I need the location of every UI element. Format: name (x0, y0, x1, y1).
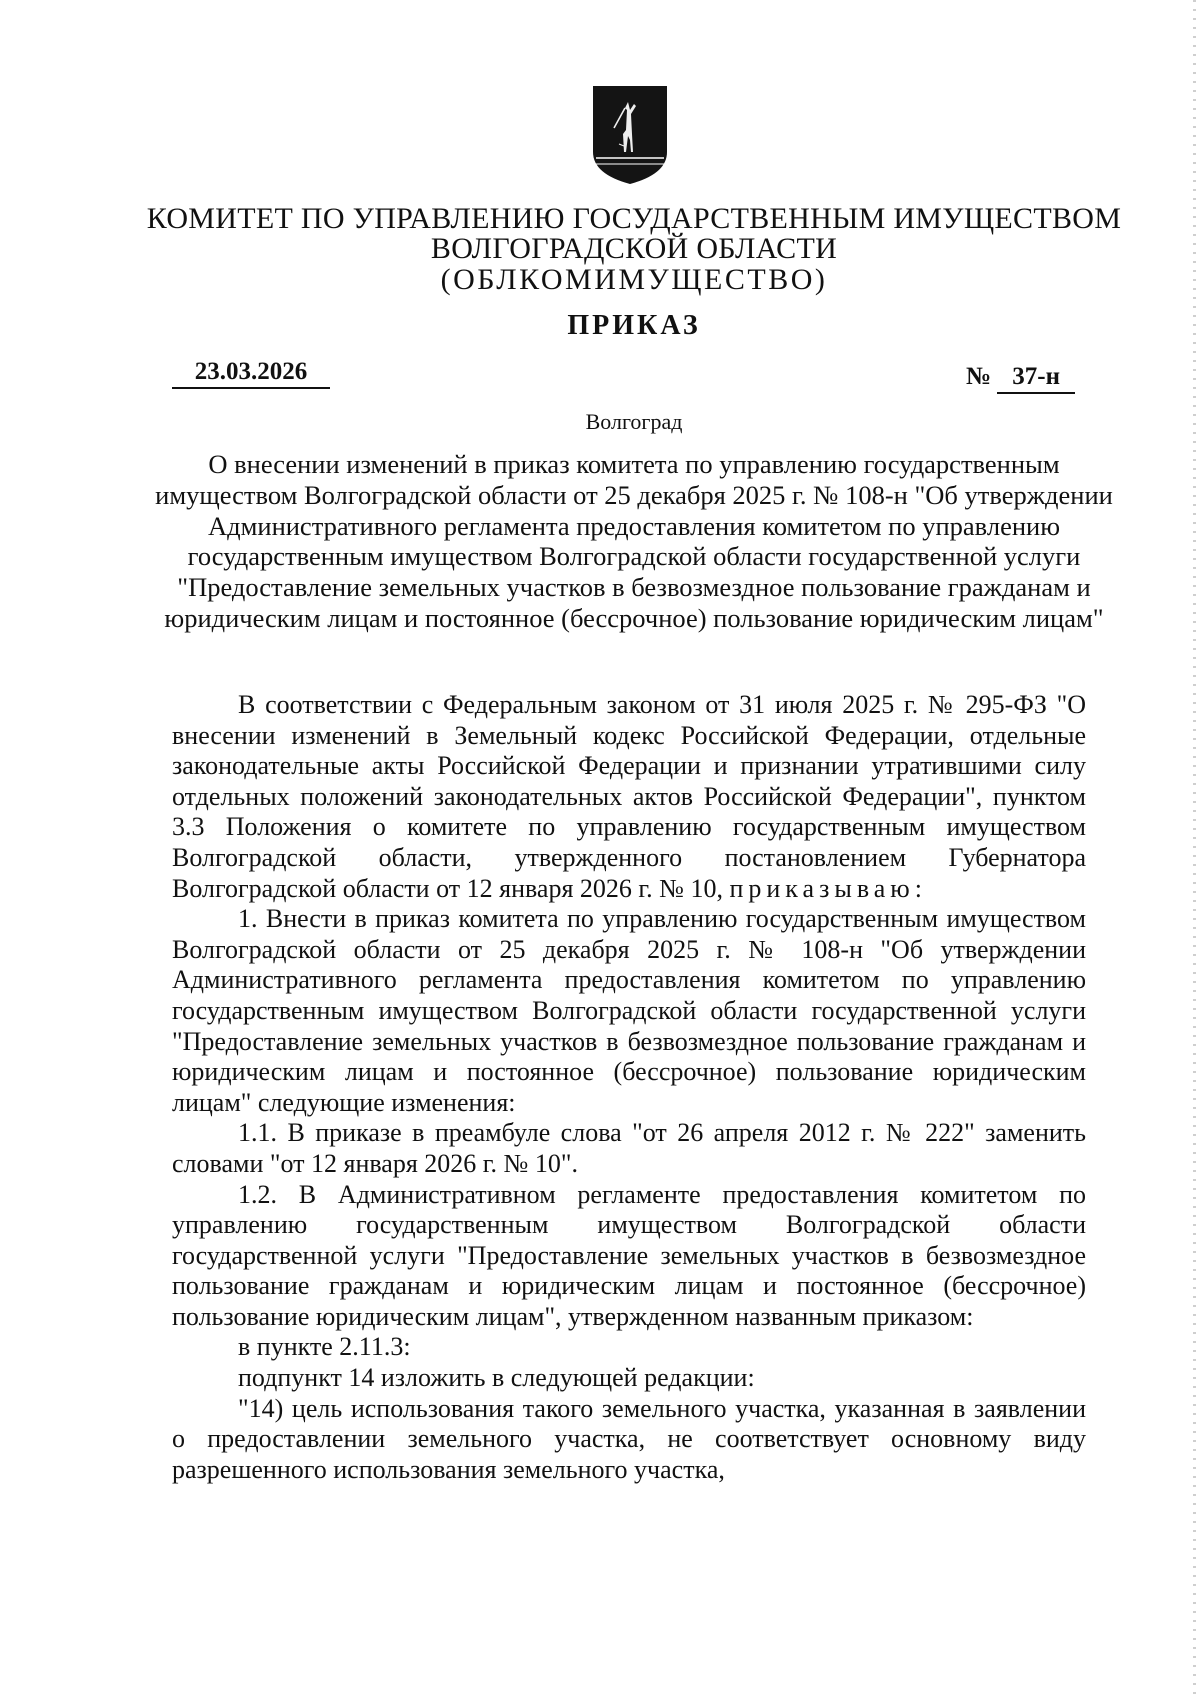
order-number: 37-н (997, 362, 1075, 394)
org-name-line-2: ВОЛГОГРАДСКОЙ ОБЛАСТИ (430, 232, 838, 265)
item-1: 1. Внести в приказ комитета по управлению государственным имуществом Волгоградской области от 25 декабря 2025 г. № 108-н "Об утверждении Административного регламента предоставления комитетом по управлению государственным имуществом Волгоградской области государственной услуги "Предоставление земельных участков в безвозмездное пользование гражданам и юридическим лицам и постоянное (бессрочное) пользование юридическим лицам" следующие изменения: (172, 904, 1086, 1117)
order-date: 23.03.2026 (172, 357, 330, 389)
preamble-text: В соответствии с Федеральным законом от 31 июля 2025 г. № 295-ФЗ "О внесении изменений в Земельный кодекс Российской Федерации, отдельные законодательные акты Российской Федерации и признании утратившими силу отдельных положений законодательных актов Российской Федерации", пунктом 3.3 Положения о комитете по управлению государственным имуществом Волгоградской области, утвержденного постановлением Губернатора Волгоградской области от 12 января 2026 г. № 10, (172, 690, 1086, 903)
volgograd-emblem-icon (590, 84, 670, 186)
order-word: приказываю: (729, 873, 927, 903)
org-abbreviation: (ОБЛКОМИМУЩЕСТВО) (440, 263, 828, 296)
number-sign: № (966, 363, 992, 390)
order-body (172, 690, 1086, 1485)
scan-edge-marks (1193, 0, 1196, 1697)
order-number-block (966, 362, 1075, 394)
point-2-11-3: в пункте 2.11.3: (238, 1332, 411, 1362)
document-type: ПРИКАЗ (567, 310, 701, 341)
subpoint-14-text: "14) цель использования такого земельного участка, указанная в заявлении о предоставлении земельного участка, не соответствует основному виду разрешенного использования земельного участка, (172, 1393, 1086, 1484)
org-name-line-1: КОМИТЕТ ПО УПРАВЛЕНИЮ ГОСУДАРСТВЕННЫМ ИМУЩЕСТВОМ (146, 202, 1122, 235)
preamble-paragraph (172, 690, 1086, 904)
city: Волгоград (585, 409, 683, 434)
order-subject: О внесении изменений в приказ комитета по управлению государственным имуществом Волгоградской области от 25 декабря 2025 г. № 108-н "Об утверждении Административного регламента предоставления комитетом по управлению государственным имуществом Волгоградской области государственной услуги "Предоставление земельных участков в безвозмездное пользование гражданам и юридическим лицам и постоянное (бессрочное) пользование юридическим лицам" (155, 449, 1113, 633)
item-1-1: 1.1. В приказе в преамбуле слова "от 26 апреля 2012 г. № 222" заменить словами "от 12 января 2026 г. № 10". (172, 1118, 1086, 1178)
subpoint-14: подпункт 14 изложить в следующей редакции: (238, 1363, 755, 1393)
item-1-2: 1.2. В Административном регламенте предоставления комитетом по управлению государственным имуществом Волгоградской области государственной услуги "Предоставление земельных участков в безвозмездное пользование гражданам и юридическим лицам и постоянное (бессрочное) пользование юридическим лицам", утвержденном названным приказом: (172, 1179, 1086, 1331)
